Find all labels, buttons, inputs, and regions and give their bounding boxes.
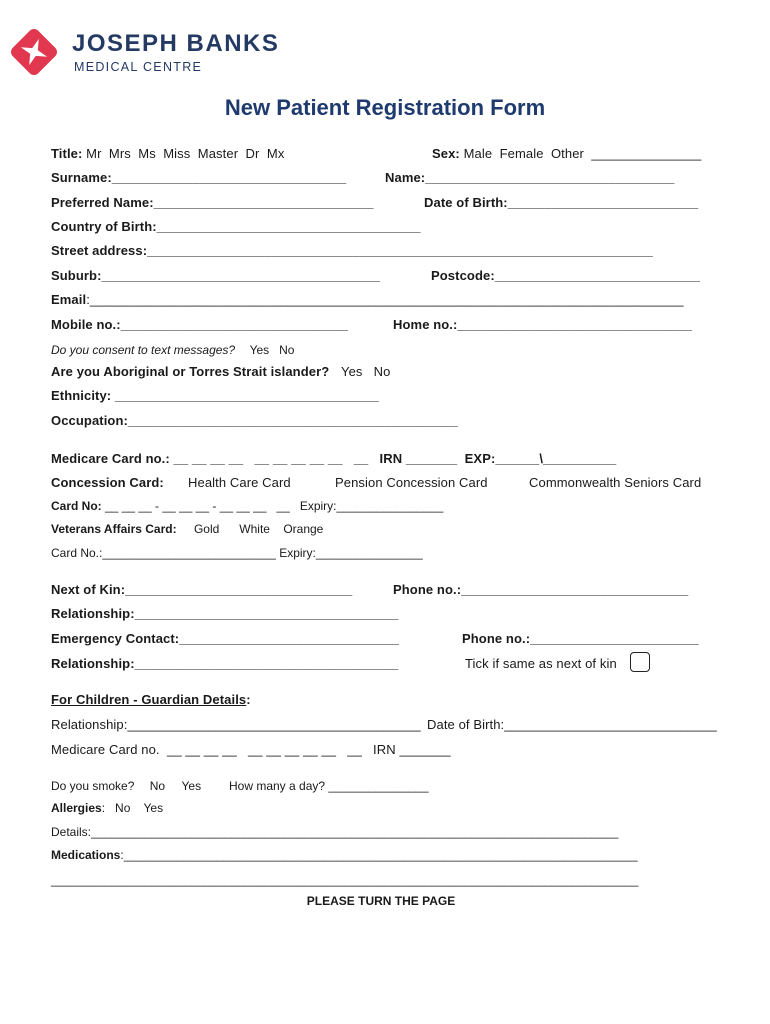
allergies-label: Allergies: [51, 801, 102, 815]
email-label: Email: [51, 292, 87, 307]
allergies-row[interactable]: [51, 801, 163, 815]
guardian-heading-text: For Children - Guardian Details: [51, 692, 247, 707]
postcode-field[interactable]: Postcode:____________________________: [431, 268, 700, 283]
aboriginal-question: Are you Aboriginal or Torres Strait islander?: [51, 364, 330, 379]
guardian-heading-colon: :: [246, 692, 251, 707]
title-row[interactable]: [51, 146, 284, 161]
suburb-field[interactable]: Suburb:______________________________________: [51, 268, 381, 283]
consent-row[interactable]: [51, 341, 294, 359]
kin-phone-field[interactable]: Phone no.:_______________________________: [393, 582, 689, 597]
smoke-options[interactable]: No Yes: [149, 779, 202, 793]
guardian-medicare-field[interactable]: Medicare Card no. __ __ __ __ __ __ __ __ __ __ IRN _______: [51, 742, 451, 757]
aboriginal-row[interactable]: [51, 364, 390, 379]
allergy-details-field[interactable]: Details:_______________________________________________________________________________: [51, 825, 619, 839]
smoke-question: Do you smoke?: [51, 779, 135, 793]
title-label: Title:: [51, 146, 83, 161]
medications-label: Medications: [51, 848, 121, 862]
consent-options[interactable]: Yes No: [249, 343, 295, 357]
card-no-line[interactable]: __ __ __ - __ __ __ - __ __ __ __ Expiry:________________: [101, 499, 444, 513]
email-line[interactable]: :_________________________________________________________________________________: [86, 292, 684, 307]
sex-options[interactable]: Male Female Other _______________: [463, 146, 702, 161]
guardian-dob-field[interactable]: Date of Birth:_____________________________: [427, 717, 717, 732]
guardian-relationship-field[interactable]: Relationship:________________________________________: [51, 717, 421, 732]
form-title: New Patient Registration Form: [224, 95, 546, 120]
next-of-kin-field[interactable]: Next of Kin:_______________________________: [51, 582, 353, 597]
concession-option-health-care[interactable]: Health Care Card: [188, 475, 291, 490]
concession-card-row[interactable]: [51, 475, 164, 490]
country-of-birth-field[interactable]: Country of Birth:____________________________________: [51, 219, 421, 234]
allergies-options[interactable]: : No Yes: [101, 801, 164, 815]
emergency-contact-field[interactable]: Emergency Contact:______________________________: [51, 631, 400, 646]
email-field[interactable]: [51, 292, 684, 307]
card-no-field[interactable]: [51, 499, 443, 513]
same-as-kin-checkbox[interactable]: [630, 652, 650, 672]
brand-subtitle: MEDICAL CENTRE: [74, 60, 203, 74]
surname-field[interactable]: Surname:________________________________: [51, 170, 347, 185]
ethnicity-field[interactable]: Ethnicity: ____________________________________: [51, 388, 379, 403]
veterans-label: Veterans Affairs Card:: [51, 522, 177, 536]
cigarettes-per-day-field[interactable]: How many a day? _______________: [229, 779, 429, 793]
veterans-row[interactable]: [51, 522, 323, 536]
concession-label: Concession Card:: [51, 475, 164, 490]
card-no-label: Card No:: [51, 499, 102, 513]
consent-question: Do you consent to text messages?: [51, 343, 236, 357]
medicare-card-field[interactable]: Medicare Card no.: __ __ __ __ __ __ __ __ __ __ IRN _______ EXP:______\__________: [51, 451, 617, 466]
medications-field[interactable]: [51, 848, 638, 862]
name-field[interactable]: Name:__________________________________: [385, 170, 675, 185]
emergency-phone-field[interactable]: Phone no.:_______________________: [462, 631, 699, 646]
sex-label: Sex:: [432, 146, 460, 161]
medications-line[interactable]: :_____________________________________________________________________________: [120, 848, 638, 862]
aboriginal-options[interactable]: Yes No: [341, 364, 391, 379]
preferred-name-field[interactable]: Preferred Name:______________________________: [51, 195, 374, 210]
veterans-options[interactable]: Gold White Orange: [193, 522, 324, 536]
mobile-field[interactable]: Mobile no.:_______________________________: [51, 317, 348, 332]
smoke-row[interactable]: [51, 779, 201, 793]
same-as-kin-label: Tick if same as next of kin: [465, 656, 617, 671]
concession-option-seniors[interactable]: Commonwealth Seniors Card: [529, 475, 702, 490]
street-address-field[interactable]: Street address:_____________________________________________________________________: [51, 243, 653, 258]
sex-row[interactable]: [432, 146, 701, 161]
home-phone-field[interactable]: Home no.:________________________________: [393, 317, 693, 332]
turn-page-notice: PLEASE TURN THE PAGE: [306, 894, 456, 908]
clinic-logo-icon: [8, 26, 60, 78]
occupation-field[interactable]: Occupation:_____________________________________________: [51, 413, 458, 428]
emergency-relationship-field[interactable]: Relationship:____________________________________: [51, 656, 399, 671]
guardian-heading: [51, 692, 251, 707]
concession-option-pension[interactable]: Pension Concession Card: [335, 475, 488, 490]
extra-notes-line[interactable]: ________________________________________________________________________________________: [51, 873, 639, 887]
brand-name: JOSEPH BANKS: [72, 30, 280, 57]
kin-relationship-field[interactable]: Relationship:____________________________________: [51, 606, 399, 621]
dob-field[interactable]: Date of Birth:__________________________: [424, 195, 699, 210]
veterans-card-no-field[interactable]: Card No.:__________________________ Expiry:________________: [51, 546, 423, 560]
title-options[interactable]: Mr Mrs Ms Miss Master Dr Mx: [86, 146, 285, 161]
